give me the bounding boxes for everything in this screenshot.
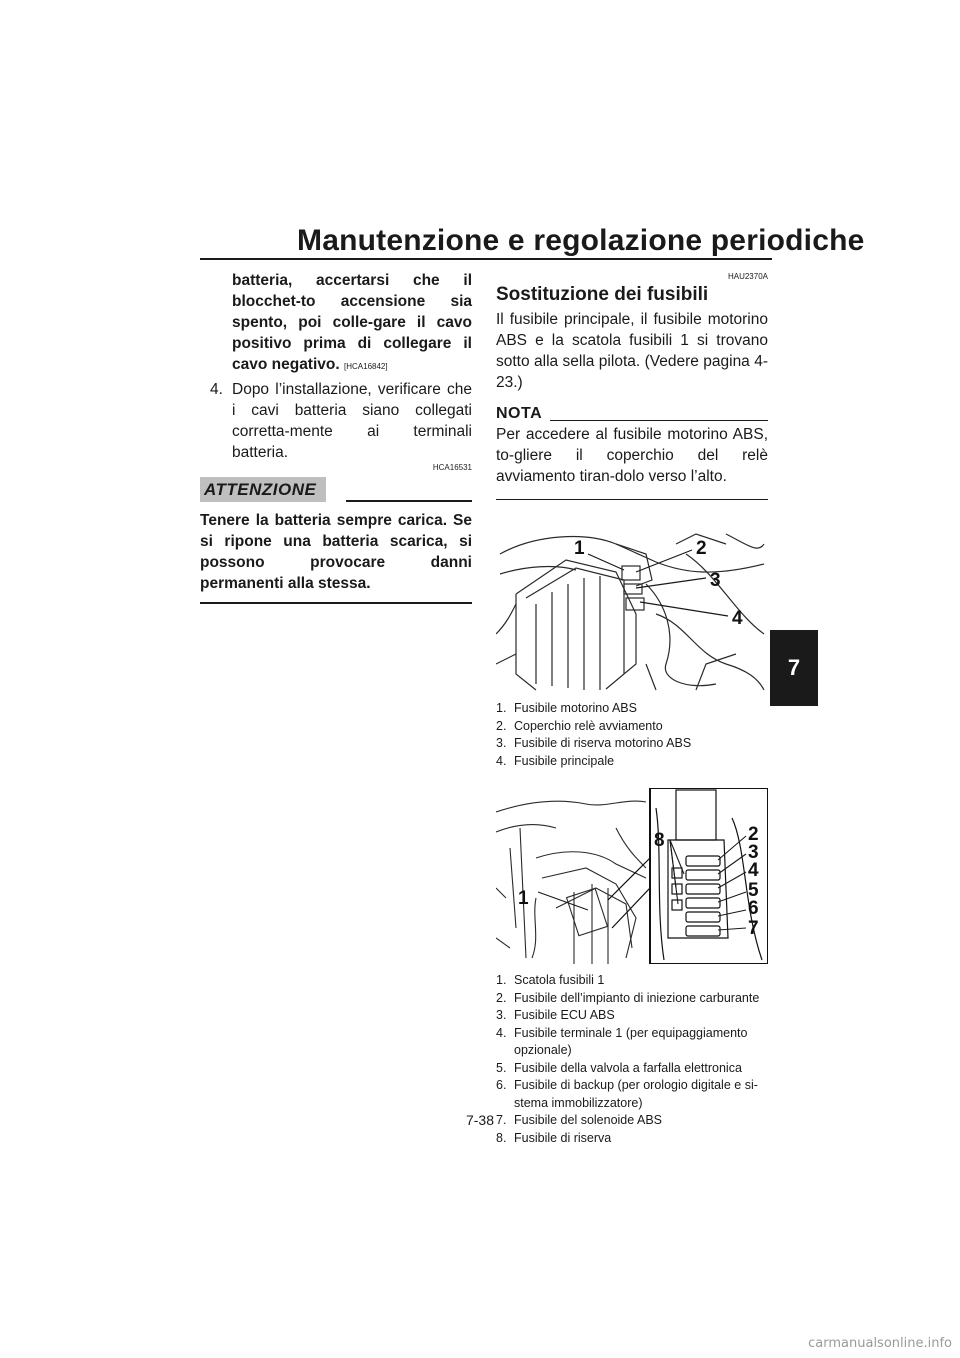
list-item: 7. Fusibile del solenoide ABS xyxy=(496,1113,663,1127)
list-item: 3. Fusibile di riserva motorino ABS xyxy=(496,736,692,750)
list-item: 4. Fusibile terminale 1 (per equipaggiamento opzionale) xyxy=(496,1025,748,1057)
figure-abs-fuse-photo xyxy=(496,514,768,692)
nota-label: NOTA xyxy=(496,405,543,422)
watermark[interactable]: carmanualsonline.info xyxy=(808,1336,952,1351)
callout-4: 4 xyxy=(732,608,743,629)
figure1-captions xyxy=(496,700,768,770)
callout-2: 2 xyxy=(748,824,759,845)
list-item: 2. Fusibile dell’impianto di iniezione carburante xyxy=(496,990,760,1005)
step-text: Dopo l’installazione, verificare che i cavi batteria siano collegati corretta-mente ai terminali batteria. xyxy=(232,381,472,461)
warning-text: batteria, accertarsi che il blocchet-to accensione sia spento, poi colle-gare il cavo positivo prima di collegare il cavo negativo. xyxy=(232,272,472,373)
list-item xyxy=(200,379,472,463)
list-item: 8. Fusibile di riserva xyxy=(496,1130,612,1145)
list-item: 4. Fusibile principale xyxy=(496,753,615,768)
callout-8: 8 xyxy=(654,830,665,851)
step-number: 4. xyxy=(210,381,223,398)
callout-1: 1 xyxy=(574,538,585,559)
figure-fuse-box-photo xyxy=(496,788,768,964)
list-item: 1. Fusibile motorino ABS xyxy=(496,701,637,715)
nota-text: Per accedere al fusibile motorino ABS, to-gliere il coperchio del relè avviamento tiran-dolo verso l’alto. xyxy=(496,426,768,485)
callout-2: 2 xyxy=(696,538,707,559)
page-number: 7-38 xyxy=(465,1112,495,1128)
nota-header xyxy=(496,403,768,424)
right-column xyxy=(496,272,768,1147)
left-column xyxy=(200,270,472,604)
callout-3: 3 xyxy=(710,570,721,591)
nota-rule xyxy=(550,420,768,421)
attention-label: ATTENZIONE xyxy=(200,477,326,502)
list-item: 2. Coperchio relè avviamento xyxy=(496,718,663,733)
title-rule xyxy=(200,258,772,260)
callout-6: 6 xyxy=(748,898,759,919)
callout-1: 1 xyxy=(518,888,529,909)
page-title: Manutenzione e regolazione periodiche xyxy=(297,224,865,257)
section-code: HAU2370A xyxy=(727,272,768,281)
callout-5: 5 xyxy=(748,880,759,901)
attention-end-rule xyxy=(200,602,472,604)
callout-4: 4 xyxy=(748,860,759,881)
list-item: 6. Fusibile di backup (per orologio digitale e si-stema immobilizzatore) xyxy=(496,1078,758,1110)
callout-7: 7 xyxy=(748,918,759,939)
list-item: 1. Scatola fusibili 1 xyxy=(496,973,605,987)
attention-rule xyxy=(346,500,472,502)
warning-continuation xyxy=(200,270,472,377)
list-item: 5. Fusibile della valvola a farfalla elettronica xyxy=(496,1060,742,1075)
chapter-tab[interactable]: 7 xyxy=(770,630,818,706)
attention-header xyxy=(200,477,472,502)
attention-text: Tenere la batteria sempre carica. Se si ripone una batteria scarica, si possono provocare danni permanenti alla stessa. xyxy=(200,512,472,592)
attention-code: HCA16531 xyxy=(432,463,472,472)
list-item: 3. Fusibile ECU ABS xyxy=(496,1008,615,1022)
intro-text: Il fusibile principale, il fusibile motorino ABS e la scatola fusibili 1 si trovano sotto alla sella pilota. (Vedere pagina 4-23.) xyxy=(496,311,768,391)
nota-end-rule xyxy=(496,499,768,500)
callout-3: 3 xyxy=(748,842,759,863)
warning-code: [HCA16842] xyxy=(344,362,388,371)
section-title: Sostituzione dei fusibili xyxy=(496,284,709,305)
